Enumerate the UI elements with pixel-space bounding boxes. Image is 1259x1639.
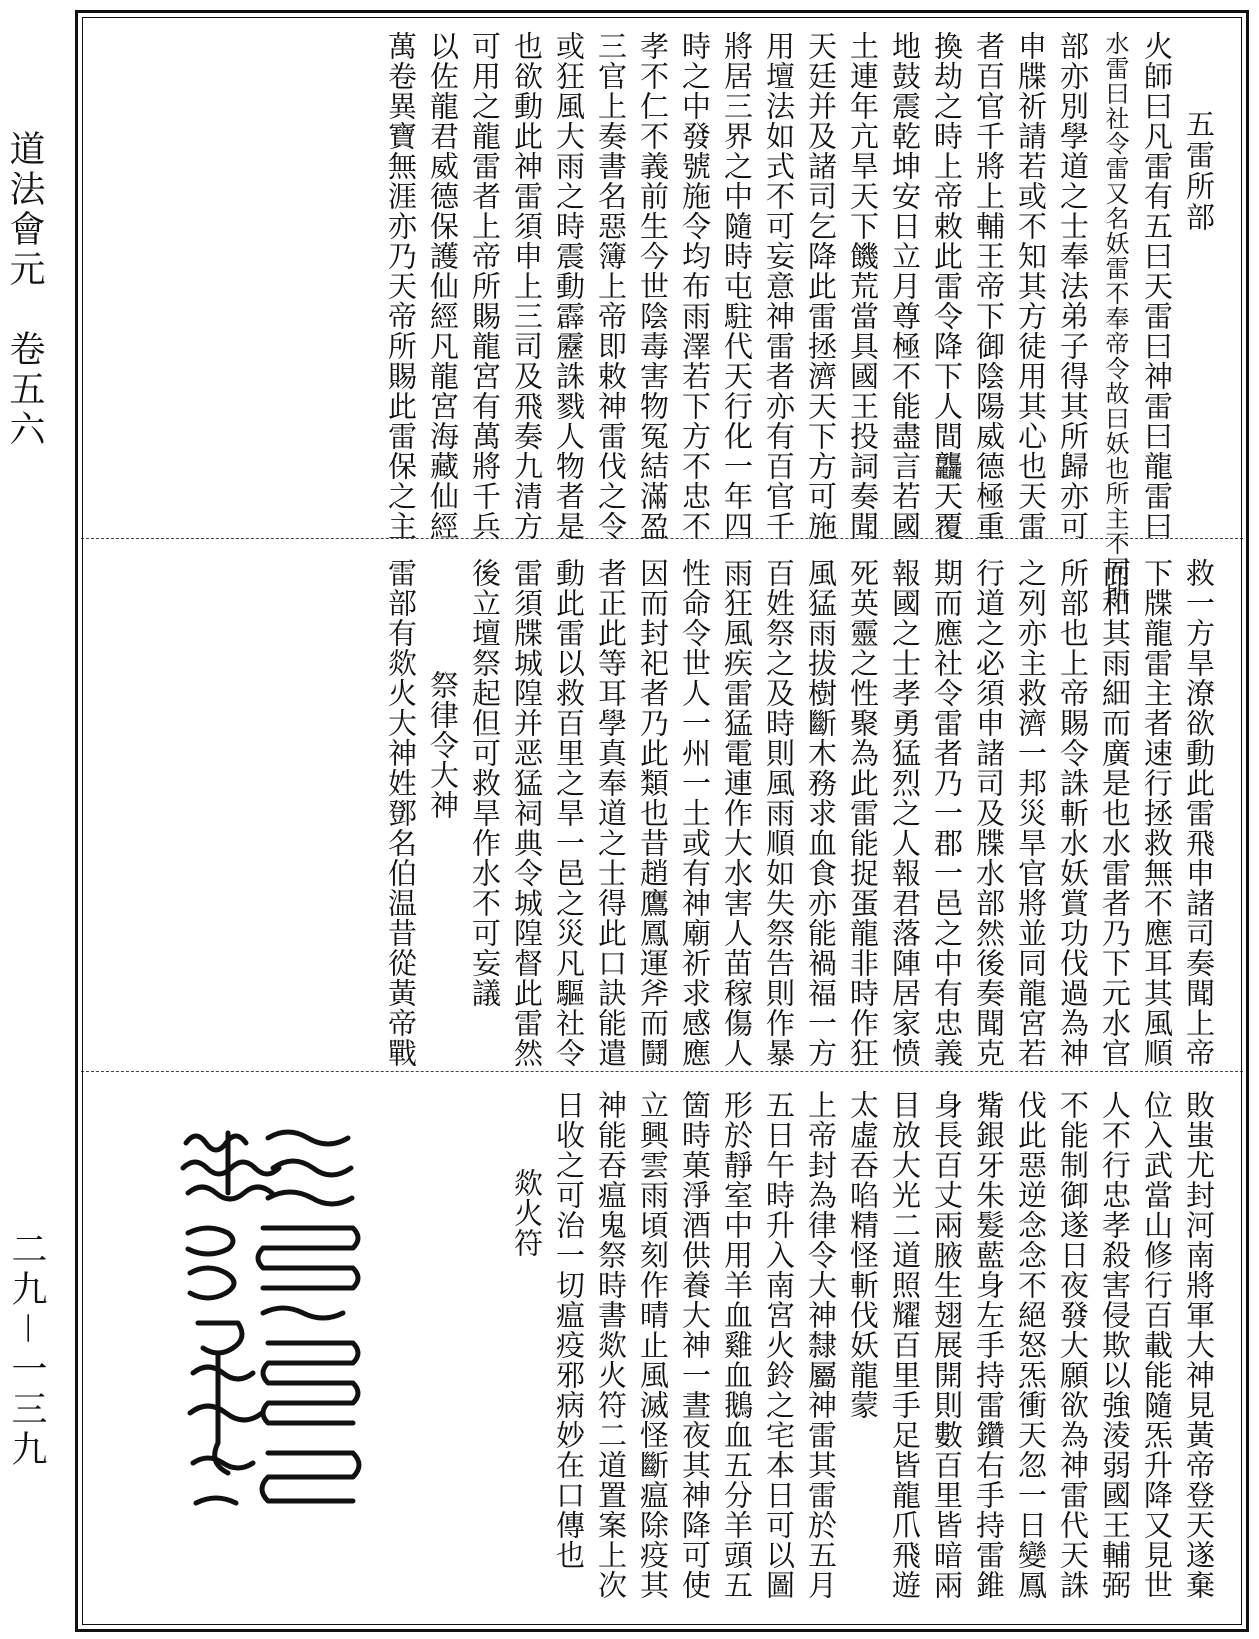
- text-line: 神能吞瘟鬼祭時書欻火符二道置案上次: [594, 1090, 628, 1600]
- text-line: 百姓祭之及時則風雨順如失祭告則作暴: [762, 558, 796, 1068]
- text-line: 也欲動此神雷須申上三司及飛奏九清方: [510, 31, 544, 541]
- text-line: 者百官千將上輔王帝下御陰陽威德極重: [972, 31, 1006, 541]
- text-line: 太虛吞啗精怪斬伐妖龍蒙: [846, 1090, 880, 1420]
- text-line: 伐此惡逆念念不絕怒炁衝天忽一日變鳳: [1014, 1090, 1048, 1600]
- register-middle: [108, 558, 1218, 1068]
- text-line: 敗蚩尤封河南將軍大神見黃帝登天遂棄: [1182, 1090, 1216, 1600]
- register-divider: [81, 1071, 1243, 1072]
- text-line: 立興雲雨頃刻作晴止風滅怪斷瘟除疫其: [636, 1090, 670, 1600]
- text-line: 箇時菓淨酒供養大神一晝夜其神降可使: [678, 1090, 712, 1600]
- text-line: 雷須牒城隍并恶猛祠典令城隍督此雷然: [510, 558, 544, 1068]
- section-heading: 五雷所部: [1182, 109, 1216, 233]
- text-line: 者正此等耳學真奉道之士得此口訣能遣: [594, 558, 628, 1068]
- text-line: 報國之士孝勇猛烈之人報君落陣居家愤: [888, 558, 922, 1068]
- text-line: 地鼓震乾坤安日立月尊極不能盡言若國: [888, 31, 922, 541]
- register-divider: [81, 538, 1243, 539]
- margin-book-title: 道法會元 卷五六: [4, 130, 45, 450]
- text-line: 五日午時升入南宮火鈴之宅本日可以圖: [762, 1090, 796, 1600]
- text-line: 天廷并及諸司乞降此雷拯濟天下方可施: [804, 31, 838, 541]
- text-line: 死英靈之性聚為此雷能捉蛋龍非時作狂: [846, 558, 880, 1068]
- text-line: 用壇法如式不可妄意神雷者亦有百官千: [762, 31, 796, 541]
- text-line: 風猛雨拔樹斷木務求血食亦能禍福一方: [804, 558, 838, 1068]
- text-line: 期而應社令雷者乃一郡一邑之中有忠義: [930, 558, 964, 1068]
- fu-talisman-icon: [168, 1113, 378, 1533]
- text-line: 雷部有欻火大神姓鄧名伯温昔從黃帝戰: [384, 558, 418, 1068]
- text-line: 目放大光二道照耀百里手足皆龍爪飛遊: [888, 1090, 922, 1600]
- text-line: 火師曰凡雷有五曰天雷曰神雷曰龍雷曰: [1140, 31, 1174, 541]
- text-line: 形於靜室中用羊血雞血鵝血五分羊頭五: [720, 1090, 754, 1600]
- text-line: 時之中發號施令均布雨澤若下方不忠不: [678, 31, 712, 541]
- text-line: 觜銀牙朱髮藍身左手持雷鑽右手持雷錐: [972, 1090, 1006, 1600]
- register-top: [108, 31, 1218, 606]
- text-line: 人不行忠孝殺害侵欺以強淩弱國王輔弼: [1098, 1090, 1132, 1600]
- text-line: 性命令世人一州一土或有神廟祈求感應: [678, 558, 712, 1068]
- text-line: 申牒祈請若或不知其方徒用其心也天雷: [1014, 31, 1048, 541]
- text-line: 可用之龍雷者上帝所賜龍宮有萬將千兵: [468, 31, 502, 541]
- text-line: 雨狂風疾雷猛電連作大水害人苗稼傷人: [720, 558, 754, 1068]
- text-line: 身長百丈兩腋生翅展開則數百里皆暗兩: [930, 1090, 964, 1600]
- text-line: 萬卷異寶無涯亦乃天帝所賜此雷保之主: [384, 31, 418, 541]
- text-line: 三官上奏書名惡簿上帝即敕神雷伐之令: [594, 31, 628, 541]
- text-line: 土連年亢旱天下饑荒當具國王投詞奏聞: [846, 31, 880, 541]
- text-line: 日收之可治一切瘟疫邪病妙在口傳也: [552, 1090, 586, 1570]
- text-line: 後立壇祭起但可救旱作水不可妄議: [468, 558, 502, 1008]
- text-line: 動此雷以救百里之旱一邑之災凡驅社令: [552, 558, 586, 1068]
- text-line: 部亦別學道之士奉法弟子得其所歸亦可: [1056, 31, 1090, 541]
- text-line: 而和其雨細而廣是也水雷者乃下元水官: [1098, 558, 1132, 1068]
- text-line: 換劫之時上帝敕此雷令降下人間龘天覆: [930, 31, 964, 541]
- text-line: 救一方旱潦欲動此雷飛申諸司奏聞上帝: [1182, 558, 1216, 1068]
- page-frame: [75, 10, 1249, 1632]
- text-line: 上帝封為律令大神隸屬神雷其雷於五月: [804, 1090, 838, 1600]
- text-line: 將居三界之中隨時屯駐代天行化一年四: [720, 31, 754, 541]
- text-line: 因而封祀者乃此類也昔趙鷹鳳運斧而鬪: [636, 558, 670, 1068]
- text-line: 之列亦主救濟一邦災旱官將並同龍宮若: [1014, 558, 1048, 1068]
- text-line: 水雷曰社令雷又名妖雷不奉帝令故曰妖也所主不同所: [1101, 31, 1129, 606]
- text-line: 行道之必須申諸司及牒水部然後奏聞克: [972, 558, 1006, 1068]
- margin-page-number: 二九－一三九: [6, 1230, 47, 1471]
- text-line: 位入武當山修行百載能隨炁升降又見世: [1140, 1090, 1174, 1600]
- text-line: 所部也上帝賜令誅斬水妖賞功伐過為神: [1056, 558, 1090, 1068]
- talisman-title: 欻火符: [510, 1168, 544, 1258]
- section-heading: 祭律令大神: [426, 670, 460, 820]
- text-line: 或狂風大雨之時震動霹靂誅戮人物者是: [552, 31, 586, 541]
- text-line: 不能制御遂日夜發大願欲為神雷代天誅: [1056, 1090, 1090, 1600]
- text-line: 孝不仁不義前生今世陰毒害物冤結滿盈: [636, 31, 670, 541]
- text-line: 以佐龍君威德保護仙經凡龍宮海藏仙經: [426, 31, 460, 541]
- text-line: 下牒龍雷主者速行拯救無不應耳其風順: [1140, 558, 1174, 1068]
